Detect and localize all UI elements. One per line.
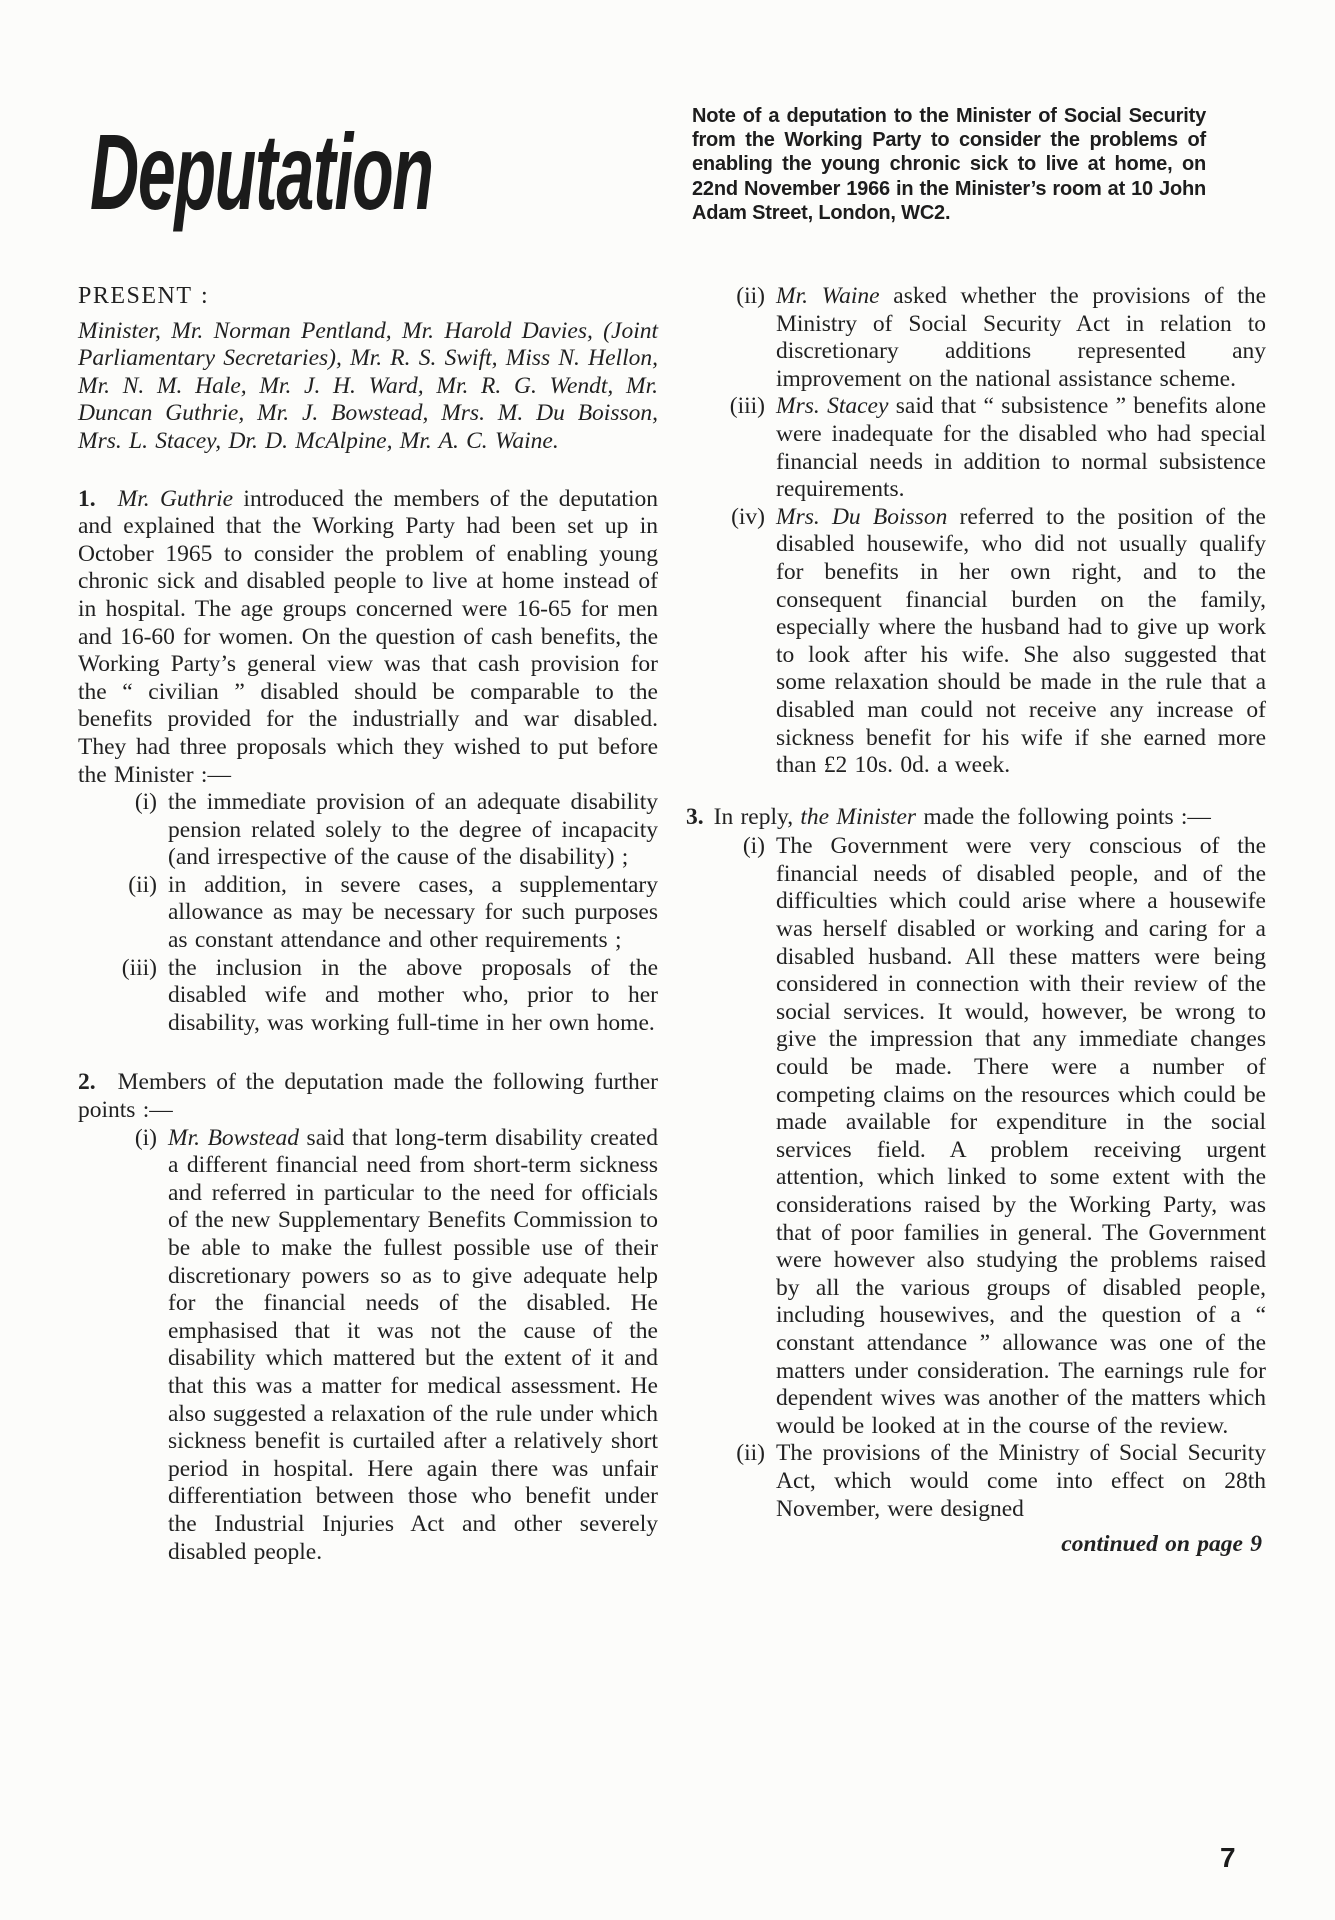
item-marker: (iv) xyxy=(731,503,765,530)
list-item-reply-i xyxy=(686,833,1266,1440)
paragraph-2 xyxy=(78,1069,658,1124)
item-text: the immediate provision of an adequate disability pension related solely to the degree of incapacity (and irrespective of the cause of the disability) ; xyxy=(168,789,658,871)
item-marker: (ii) xyxy=(128,871,157,898)
page-number: 7 xyxy=(1220,1842,1236,1873)
paragraph-2-text: Members of the deputation made the following further points :— xyxy=(78,1069,658,1124)
present-heading: PRESENT : xyxy=(78,283,210,309)
list-item-point-ii xyxy=(686,283,1266,393)
list-item-point-i xyxy=(78,1125,658,1567)
attendee-list: Minister, Mr. Norman Pentland, Mr. Harold Davies, (Joint Parliamentary Secretaries), Mr. R. S. Swift, Miss N. Hellon, Mr. N. M. Hale, Mr. J. H. Ward, Mr. R. G. Wendt, Mr. Duncan Guthrie, Mr. J. Bowstead, Mrs. M. Du Boisson, Mrs. L. Stacey, Dr. D. McAlpine, Mr. A. C. Waine. xyxy=(78,317,658,454)
item-text xyxy=(776,283,1266,393)
continued-note: continued on page 9 xyxy=(1061,1531,1262,1558)
list-item-proposal-iii xyxy=(78,955,658,1038)
item-text-body: asked whether the provisions of the Ministry of Social Security Act in relation to discretionary additions represented any improvement on the national assistance scheme. xyxy=(776,283,1267,392)
item-text: The provisions of the Ministry of Social Security Act, which would come into effect on 28th November, were designed xyxy=(776,1440,1266,1522)
list-item-point-iii xyxy=(686,393,1266,503)
speaker-waine: Mr. Waine xyxy=(776,283,880,309)
item-text xyxy=(776,393,1266,503)
item-marker: (iii) xyxy=(729,393,765,420)
header-note: Note of a deputation to the Minister of Social Security from the Working Party to consider the problems of enabling the young chronic sick to live at home, on 22nd November 1966 in the Minister’s room at 10 John Adam Street, London, WC2. xyxy=(692,105,1206,224)
item-text: The Government were very conscious of the financial needs of disabled people, and of the difficulties which could arise where a housewife was herself disabled or working and caring for a disabled husband. All these matters were being considered in connection with their review of the social services. It would, however, be wrong to give the impression that any immediate changes could be made. There were a number of competing claims on the resources which could be made available for expenditure in the social services field. A problem receiving urgent attention, which linked to some extent with the considerations raised by the Working Party, was that of poor families in general. The Government were however also studying the problems raised by all the various groups of disabled people, including housewives, and the question of a “ constant attendance ” allowance was one of the matters under consideration. The earnings rule for dependent wives was another of the matters which would be looked at in the course of the review. xyxy=(776,833,1266,1439)
list-item-proposal-ii xyxy=(78,872,658,955)
item-text xyxy=(168,1125,658,1567)
speaker-minister: the Minister xyxy=(800,803,917,830)
list-item-reply-ii xyxy=(686,1440,1266,1523)
page-title: Deputation xyxy=(90,111,433,232)
list-item-point-iv xyxy=(686,504,1266,780)
paragraph-1-text: introduced the members of the deputation and explained that the Working Party had been set up in October 1965 to consider the problem of enabling young chronic sick and disabled people to live at home instead of in hospital. The age groups concerned were 16-65 for men and 16-60 for women. On the question of cash benefits, the Working Party’s general view was that cash provision for the “ civilian ” disabled should be comparable to the benefits provided for the industrially and war disabled. They had three proposals which they wished to put before the Minister :— xyxy=(78,485,658,788)
item-text-body: said that “ subsistence ” benefits alone were inadequate for the disabled who had special financial needs in addition to normal subsistence requirements. xyxy=(776,393,1266,503)
paragraph-3 xyxy=(686,804,1266,832)
speaker-guthrie: Mr. Guthrie xyxy=(117,485,234,512)
paragraph-3-number: 3. xyxy=(686,803,704,830)
item-marker: (iii) xyxy=(121,954,157,981)
speaker-bowstead: Mr. Bowstead xyxy=(168,1124,299,1151)
paragraph-3-text: made the following points :— xyxy=(916,803,1211,830)
item-text-body: referred to the position of the disabled housewife, who did not usually qualify for benefits in her own right, and to the consequent financial burden on the family, especially where the husband had to give up work to look after his wife. She also suggested that some relaxation should be made in the rule that a disabled man could not receive any increase of sickness benefit for his wife if she earned more than £2 10s. 0d. a week. xyxy=(776,503,1266,779)
item-marker: (ii) xyxy=(736,283,765,309)
left-column xyxy=(78,283,658,1566)
item-text xyxy=(776,504,1266,780)
list-item-proposal-i xyxy=(78,789,658,872)
paragraph-2-number: 2. xyxy=(78,1069,96,1096)
paragraph-1-number: 1. xyxy=(78,485,96,512)
item-text-body: said that long-term disability created a different financial need from short-term sickness and referred in particular to the need for officials of the new Supplementary Benefits Commission to be able to make the fullest possible use of their discretionary powers so as to give adequate help for the financial needs of the disabled. He emphasised that it was not the cause of the disability which mattered but the extent of it and that this was a matter for medical assessment. He also suggested a relaxation of the rule under which sickness benefit is curtailed after a relatively short period in hospital. Here again there was unfair differentiation between those who benefit under the Industrial Injuries Act and other severely disabled people. xyxy=(168,1124,658,1565)
speaker-du-boisson: Mrs. Du Boisson xyxy=(776,503,948,530)
right-column xyxy=(686,283,1266,1559)
item-text: in addition, in severe cases, a supplementary allowance as may be necessary for such purposes as constant attendance and other requirements ; xyxy=(168,871,658,954)
item-text: the inclusion in the above proposals of the disabled wife and mother who, prior to her disability, was working full-time in her own home. xyxy=(168,954,658,1036)
item-marker: (i) xyxy=(742,833,765,860)
speaker-stacey: Mrs. Stacey xyxy=(776,393,889,420)
item-marker: (ii) xyxy=(736,1440,765,1467)
paragraph-3-pre: In reply, xyxy=(713,803,801,830)
paragraph-1 xyxy=(78,486,658,790)
item-marker: (i) xyxy=(134,789,157,816)
item-marker: (i) xyxy=(134,1124,157,1151)
